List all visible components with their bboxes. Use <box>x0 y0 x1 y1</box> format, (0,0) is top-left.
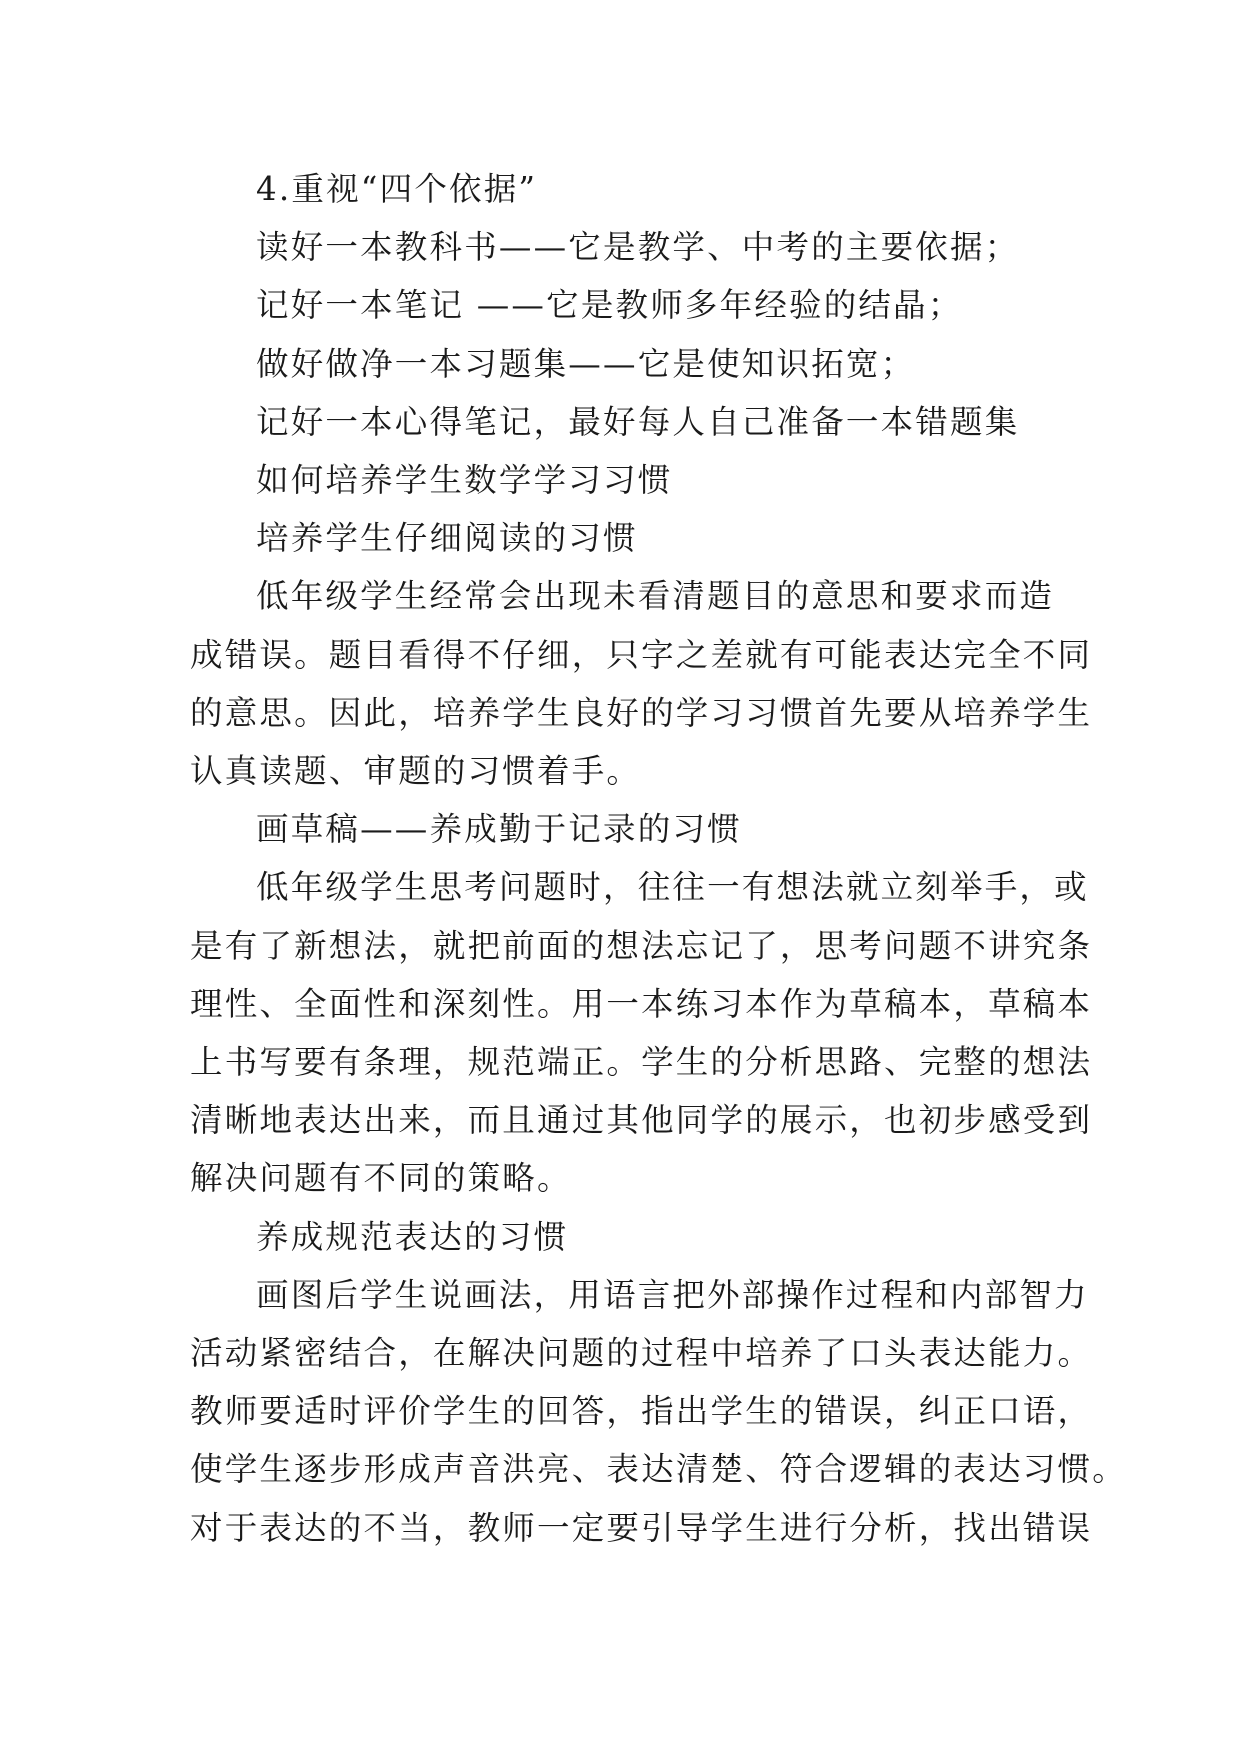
paragraph-line: 成错误。题目看得不仔细，只字之差就有可能表达完全不同 <box>190 635 1093 674</box>
list-item: 记好一本心得笔记，最好每人自己准备一本错题集 <box>256 402 1020 441</box>
paragraph <box>190 567 1093 800</box>
paragraph-line: 的意思。因此，培养学生良好的学习习惯首先要从培养学生 <box>190 693 1093 732</box>
paragraph-line: 低年级学生思考问题时，往往一有想法就立刻举手，或 <box>256 868 1089 907</box>
paragraph <box>190 1266 1127 1557</box>
section-heading: 4.重视“四个依据” <box>256 170 538 208</box>
paragraph-line: 是有了新想法，就把前面的想法忘记了，思考问题不讲究条 <box>190 926 1093 965</box>
document-body <box>190 160 1127 1557</box>
paragraph-line: 低年级学生经常会出现未看清题目的意思和要求而造 <box>256 577 1055 616</box>
paragraph-line: 上书写要有条理，规范端正。学生的分析思路、完整的想法 <box>190 1043 1093 1082</box>
paragraph-line: 理性、全面性和深刻性。用一本练习本作为草稿本，草稿本 <box>190 984 1093 1023</box>
paragraph-line: 画图后学生说画法，用语言把外部操作过程和内部智力 <box>256 1275 1089 1314</box>
paragraph-line: 清晰地表达出来，而且通过其他同学的展示，也初步感受到 <box>190 1101 1093 1140</box>
list-item: 记好一本笔记 ——它是教师多年经验的结晶； <box>256 286 963 325</box>
section-heading: 如何培养学生数学学习习惯 <box>256 461 673 500</box>
paragraph-line: 使学生逐步形成声音洪亮、表达清楚、符合逻辑的表达习惯。 <box>190 1450 1127 1489</box>
paragraph-line: 活动紧密结合，在解决问题的过程中培养了口头表达能力。 <box>190 1334 1093 1373</box>
subsection-heading: 养成规范表达的习惯 <box>256 1217 569 1256</box>
list-item: 读好一本教科书——它是教学、中考的主要依据； <box>256 228 1020 267</box>
paragraph-line: 解决问题有不同的策略。 <box>190 1159 572 1198</box>
paragraph-line: 对于表达的不当，教师一定要引导学生进行分析，找出错误 <box>190 1508 1093 1547</box>
subsection-heading: 画草稿——养成勤于记录的习惯 <box>256 810 742 849</box>
subsection-heading: 培养学生仔细阅读的习惯 <box>256 519 638 558</box>
paragraph-line: 教师要适时评价学生的回答，指出学生的错误，纠正口语， <box>190 1392 1093 1431</box>
paragraph <box>190 858 1093 1207</box>
list-item: 做好做净一本习题集——它是使知识拓宽； <box>256 344 916 383</box>
paragraph-line: 认真读题、审题的习惯着手。 <box>190 752 642 791</box>
